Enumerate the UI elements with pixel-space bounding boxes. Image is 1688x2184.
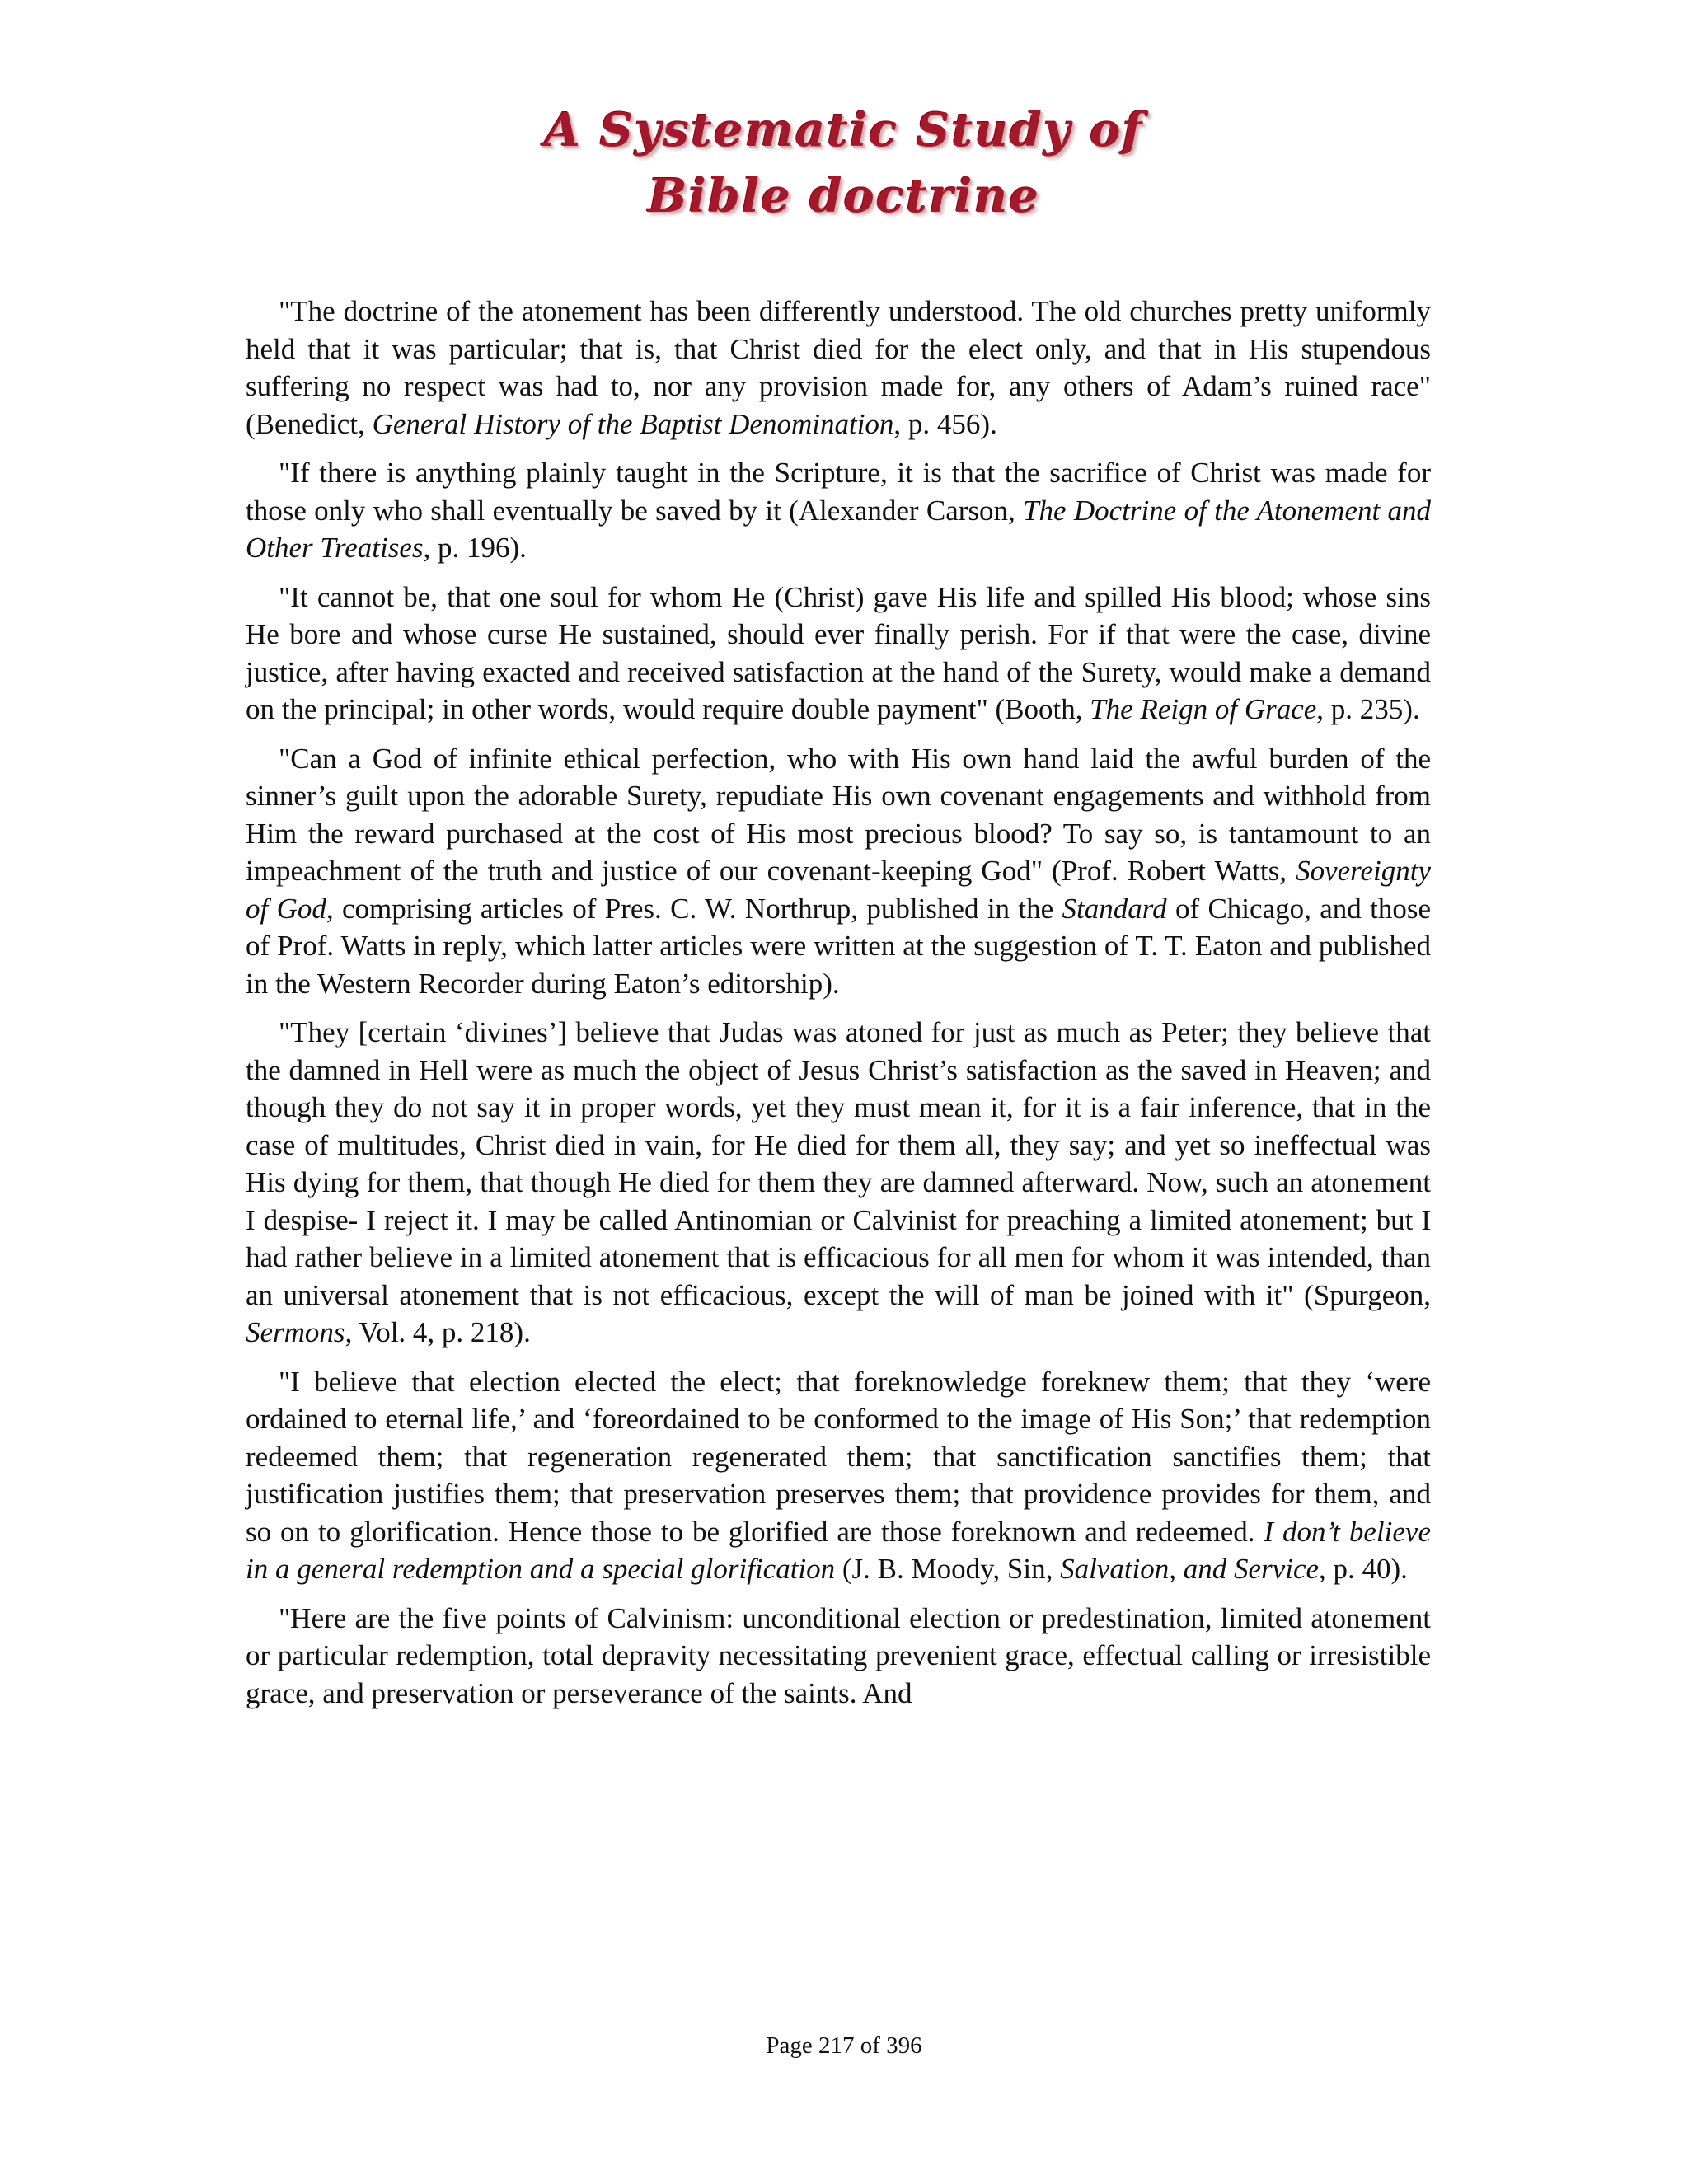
paragraph-moody: "I believe that election elected the elect; that foreknowledge foreknew them; that they ‘were ordained to eternal life,’ and ‘foreordained to be conformed to the image of His Son;’ that redemption redeemed them; that regeneration regenerated them; that sanctification sanctifies them; that justification justifies them; that preservation preserves them; that providence provides for them, and so on to glorification. Hence those to be glorified are those foreknown and redeemed. I don’t believe in a general redemption and a special glorification (J. B. Moody, Sin, Salvation, and Service, p. 40). bbox=[246, 1365, 1431, 1585]
book-title: Sovereignty of God bbox=[246, 855, 1431, 925]
book-title: General History of the Baptist Denomination bbox=[372, 407, 894, 440]
paragraph-carson: "If there is anything plainly taught in the Scripture, it is that the sacrifice of Christ was made for those only who shall eventually be saved by it (Alexander Carson, The Doctrine of the Atonement and Other Treatises, p. 196). bbox=[246, 457, 1431, 564]
paragraph-spurgeon: "They [certain ‘divines’] believe that Judas was atoned for just as much as Peter; they believe that the damned in Hell were as much the object of Jesus Christ’s satisfaction as the saved in Heaven; and though they do not say it in proper words, yet they must mean it, for it is a fair inference, that in the case of multitudes, Christ died in vain, for He died for them all, they say; and yet so ineffectual was His dying for them, that though He died for them they are damned afterward. Now, such an atonement I despise- I reject it. I may be called Antinomian or Calvinist for preaching a limited atonement; but I had rather believe in a limited atonement that is efficacious for all men for whom it was intended, than an universal atonement that is not efficacious, except the will of man be joined with it" (Spurgeon, Sermons, Vol. 4, p. 218). bbox=[246, 1016, 1431, 1348]
logo-line-2: Bible doctrine bbox=[648, 169, 1040, 223]
page-number: Page 217 of 396 bbox=[766, 2032, 922, 2059]
book-title-logo bbox=[545, 97, 1144, 229]
paragraph-benedict: "The doctrine of the atonement has been differently understood. The old churches pretty uniformly held that it was particular; that is, that Christ died for the elect only, and that in His stupendous suffering no respect was had to, nor any provision made for, any others of Adam’s ruined race" (Benedict, General History of the Baptist Denomination, p. 456). bbox=[246, 295, 1431, 440]
book-title: Salvation, and Service bbox=[1060, 1553, 1320, 1585]
paragraph-booth: "It cannot be, that one soul for whom He (Christ) gave His life and spilled His blood; whose sins He bore and whose curse He sustained, should ever finally perish. For if that were the case, divine justice, after having exacted and received satisfaction at the hand of the Surety, would make a demand on the principal; in other words, would require double payment" (Booth, The Reign of Grace, p. 235). bbox=[246, 580, 1431, 725]
page-header bbox=[0, 97, 1688, 229]
publication-title: Standard bbox=[1062, 892, 1167, 925]
paragraph-five-points: "Here are the five points of Calvinism: unconditional election or predestination, limited atonement or particular redemption, total depravity necessitating prevenient grace, effectual calling or irresistible grace, and preservation or perseverance of the saints. And bbox=[246, 1601, 1431, 1709]
document-body bbox=[246, 293, 1431, 1723]
emphasized-quote: I don’t believe in a general redemption and a special glorification bbox=[246, 1515, 1431, 1585]
logo-line-1: A Systematic Study of bbox=[544, 103, 1144, 157]
book-title: The Reign of Grace bbox=[1090, 693, 1317, 725]
book-title: Sermons bbox=[246, 1316, 345, 1348]
paragraph-watts: "Can a God of infinite ethical perfection, who with His own hand laid the awful burden of the sinner’s guilt upon the adorable Surety, repudiate His own covenant engagements and withhold from Him the reward purchased at the cost of His most precious blood? To say so, is tantamount to an impeachment of the truth and justice of our covenant-keeping God" (Prof. Robert Watts, Sovereignty of God, comprising articles of Pres. C. W. Northrup, published in the Standard of Chicago, and those of Prof. Watts in reply, which latter articles were written at the suggestion of T. T. Eaton and published in the Western Recorder during Eaton’s editorship). bbox=[246, 742, 1431, 1000]
book-title: The Doctrine of the Atonement and Other Treatises bbox=[246, 494, 1431, 564]
